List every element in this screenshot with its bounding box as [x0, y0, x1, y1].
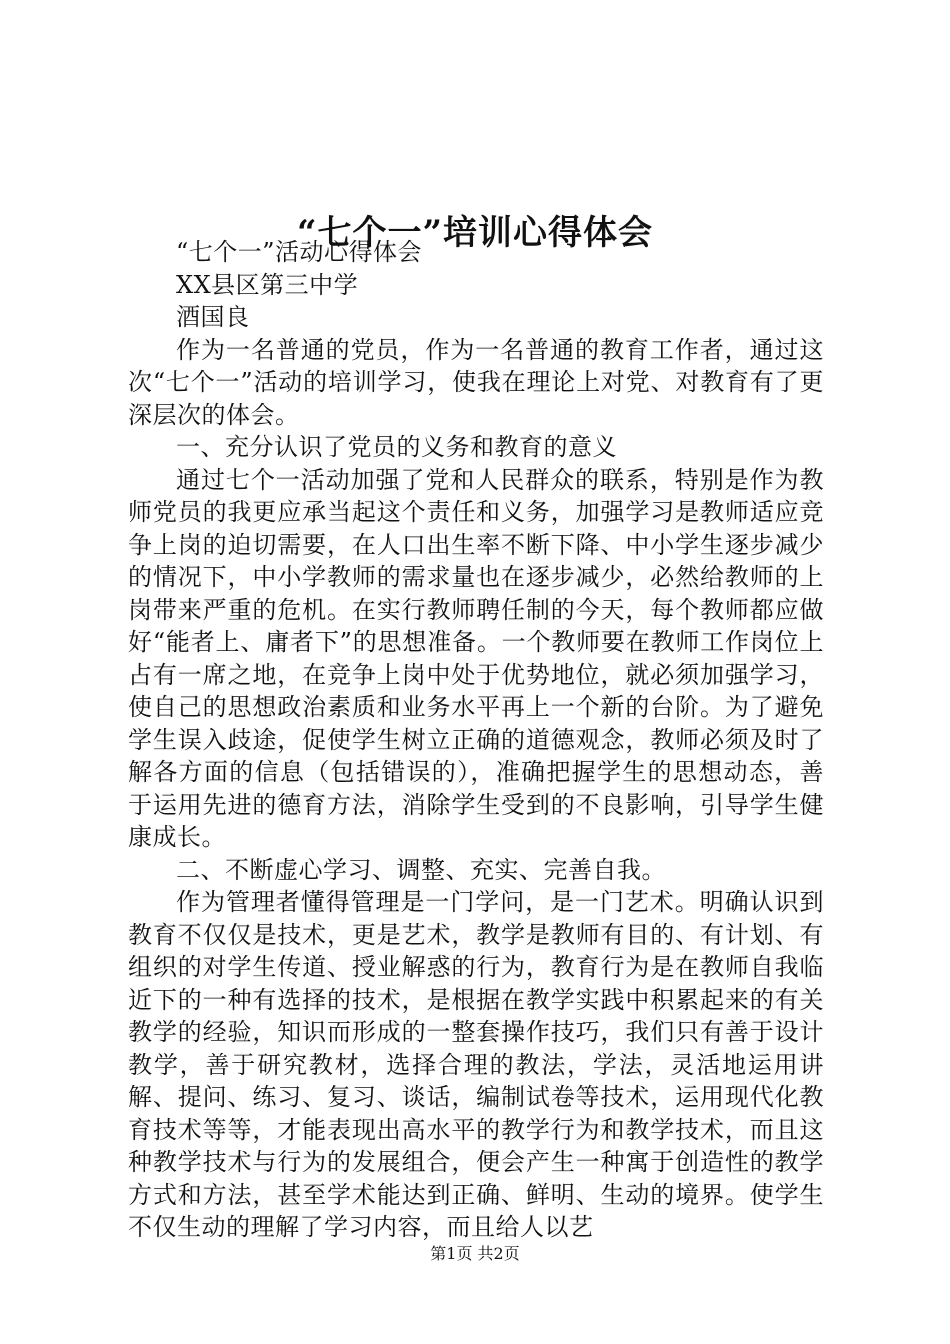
body-paragraph-2: 作为管理者懂得管理是一门学问，是一门艺术。明确认识到教育不仅仅是技术，更是艺术，教学是教师有目的、有计划、有组织的对学生传道、授业解惑的行为，教育行为是在教师自我临近下的一种有选择的技术，是根据在教学实践中积累起来的有关教学的经验，知识而形成的一整套操作技巧，我们只有善于设计教学，善于研究教材，选择合理的教法，学法，灵活地运用讲解、提问、练习、复习、谈话，编制试卷等技术，运用现代化教育技术等等，才能表现出高水平的教学行为和教学技术，而且这种教学技术与行为的发展组合，便会产生一种寓于创造性的教学方式和方法，甚至学术能达到正确、鲜明、生动的境界。使学生不仅生动的理解了学习内容，而且给人以艺: [128, 888, 824, 1241]
page-title: “七个一”培训心得体会: [296, 212, 654, 253]
document-body: [128, 236, 824, 1244]
intro-paragraph: 作为一名普通的党员，作为一名普通的教育工作者，通过这次“七个一”活动的培训学习，使我在理论上对党、对教育有了更深层次的体会。: [128, 335, 824, 429]
page-footer: 第1页 共2页: [430, 1244, 520, 1263]
section-heading-2: 二、不断虚心学习、调整、充实、完善自我。: [176, 855, 666, 884]
subtitle-paragraph: “七个一”活动心得体会: [176, 238, 423, 266]
school-paragraph: XX县区第三中学: [176, 270, 359, 299]
body-paragraph-1: 通过七个一活动加强了党和人民群众的联系，特别是作为教师党员的我更应承当起这个责任和义务，加强学习是教师适应竞争上岗的迫切需要，在人口出生率不断下降、中小学生逐步减少的情况下，中小学教师的需求量也在逐步减少，必然给教师的上岗带来严重的危机。在实行教师聘任制的今天，每个教师都应做好“能者上、庸者下”的思想准备。一个教师要在教师工作岗位上占有一席之地，在竞争上岗中处于优势地位，就必须加强学习，使自己的思想政治素质和业务水平再上一个新的台阶。为了避免学生误入歧途，促使学生树立正确的道德观念，教师必须及时了解各方面的信息（包括错误的），准确把握学生的思想动态，善于运用先进的德育方法，消除学生受到的不良影响，引导学生健康成长。: [128, 465, 824, 851]
section-heading-1: 一、充分认识了党员的义务和教育的意义: [176, 433, 617, 461]
author-paragraph: 酒国良: [176, 303, 250, 331]
